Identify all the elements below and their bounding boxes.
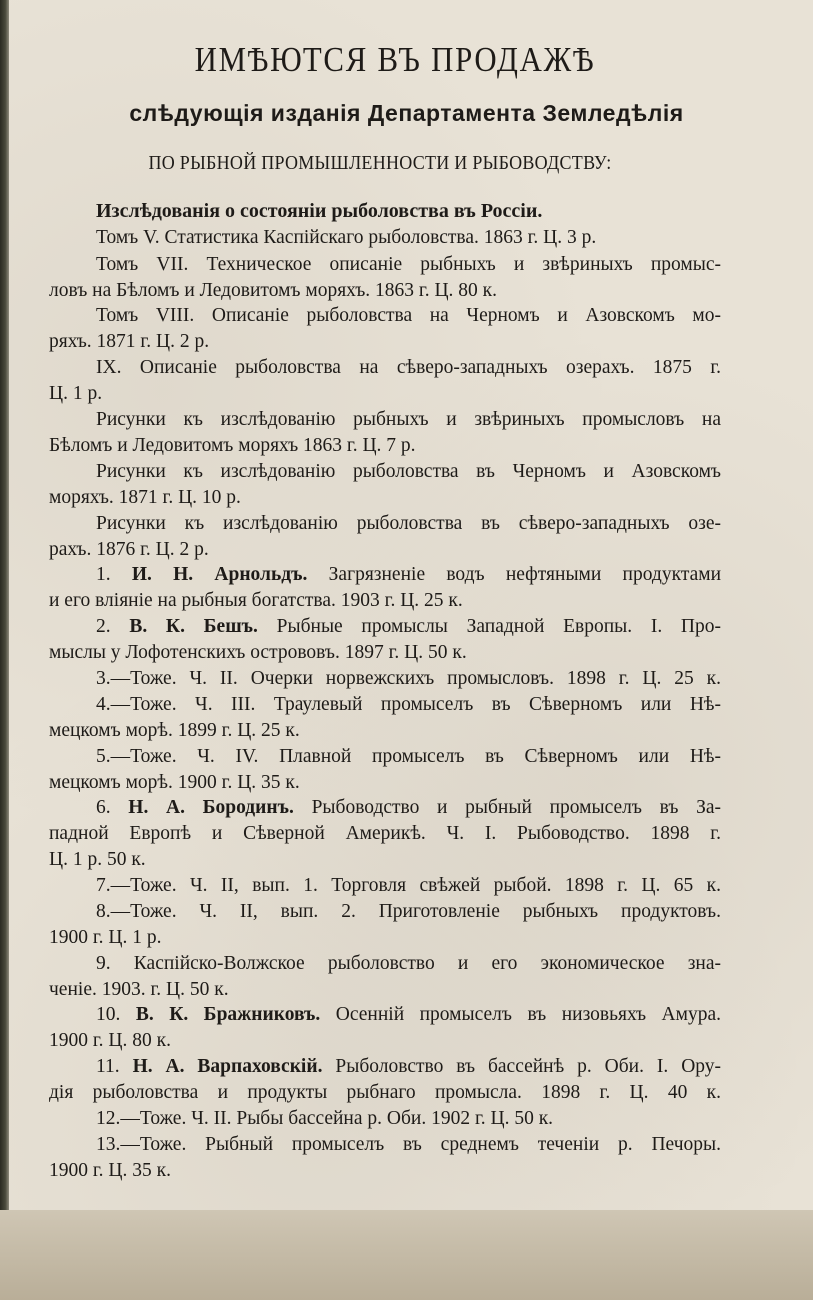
entry-6-line2: падной Европѣ и Сѣверной Америкѣ. Ч. I. Рыбоводство. 1898 г. [49, 823, 721, 844]
entry-ris2-line1: Рисунки къ изслѣдованію рыболовства въ Черномъ и Азовскомъ [96, 461, 721, 482]
entry-text: Рыболовство въ бассейнѣ р. Оби. I. Ору- [335, 1056, 722, 1077]
entry-1-line1 [96, 563, 721, 587]
entry-6-line3: Ц. 1 р. 50 к. [49, 849, 146, 870]
entry-1-line2: и его вліяніе на рыбныя богатства. 1903 г. Ц. 25 к. [49, 590, 463, 611]
entry-2-line1 [96, 615, 721, 639]
entry-10-line1 [96, 1003, 721, 1027]
page-bottom-margin [0, 1210, 813, 1300]
entry-text: Осенній промыселъ въ низовьяхъ Амура. [335, 1004, 721, 1025]
entry-number: 1. [96, 564, 111, 585]
author-name: В. К. Бражниковъ. [135, 1004, 321, 1025]
entry-number: 6. [96, 797, 111, 818]
entry-9-line1: 9. Каспійско-Волжское рыболовство и его экономическое зна- [96, 953, 721, 974]
entry-text: Рыбоводство и рыбный промыселъ въ За- [311, 797, 722, 818]
entry-6-line1 [96, 796, 721, 820]
entry-tom5: Томъ V. Статистика Каспійскаго рыболовства. 1863 г. Ц. 3 р. [96, 227, 597, 248]
entry-ris2-line2: моряхъ. 1871 г. Ц. 10 р. [49, 487, 241, 508]
entry-text: Загрязненіе водъ нефтяными продуктами [328, 564, 722, 585]
entry-13-line2: 1900 г. Ц. 35 к. [49, 1160, 171, 1181]
entry-ris3-line1: Рисунки къ изслѣдованію рыболовства въ сѣверо-западныхъ озе- [96, 513, 721, 534]
entry-ris1-line2: Бѣломъ и Ледовитомъ моряхъ 1863 г. Ц. 7 р. [49, 435, 416, 456]
entry-3: 3.—Тоже. Ч. II. Очерки норвежскихъ промысловъ. 1898 г. Ц. 25 к. [96, 668, 721, 689]
entry-ix-line2: Ц. 1 р. [49, 383, 103, 404]
author-name: В. К. Бешъ. [129, 616, 258, 637]
entry-tom7-line2: ловъ на Бѣломъ и Ледовитомъ моряхъ. 1863 г. Ц. 80 к. [49, 280, 498, 301]
entry-ris3-line2: рахъ. 1876 г. Ц. 2 р. [49, 539, 209, 560]
entry-8-line1: 8.—Тоже. Ч. II, вып. 2. Приготовленіе рыбныхъ продуктовъ. [96, 901, 721, 922]
entry-number: 10. [96, 1004, 121, 1025]
author-name: Н. А. Бородинъ. [128, 797, 294, 818]
entry-13-line1: 13.—Тоже. Рыбный промыселъ въ среднемъ теченіи р. Печоры. [96, 1134, 721, 1155]
topic-heading: ПО РЫБНОЙ ПРОМЫШЛЕННОСТИ И РЫБОВОДСТВУ: [148, 152, 612, 174]
entry-11-line1 [96, 1055, 721, 1079]
entry-ix-line1: IX. Описаніе рыболовства на сѣверо-западныхъ озерахъ. 1875 г. [96, 357, 721, 378]
page-subtitle: слѣдующія изданія Департамента Земледѣлія [129, 100, 684, 126]
entry-10-line2: 1900 г. Ц. 80 к. [49, 1030, 171, 1051]
page-title: ИМѢЮТСЯ ВЪ ПРОДАЖѢ [194, 40, 596, 79]
entry-12: 12.—Тоже. Ч. II. Рыбы бассейна р. Оби. 1902 г. Ц. 50 к. [96, 1108, 554, 1129]
section-heading: Изслѣдованія о состояніи рыболовства въ Россіи. [96, 200, 543, 222]
entry-ris1-line1: Рисунки къ изслѣдованію рыбныхъ и звѣриныхъ промысловъ на [96, 409, 721, 430]
entry-9-line2: ченіе. 1903. г. Ц. 50 к. [49, 979, 229, 1000]
entry-2-line2: мыслы у Лофотенскихъ острововъ. 1897 г. Ц. 50 к. [49, 642, 467, 663]
entry-11-line2: дія рыболовства и продукты рыбнаго промысла. 1898 г. Ц. 40 к. [49, 1082, 721, 1103]
book-spine-edge [0, 0, 9, 1300]
entry-tom7-line1: Томъ VII. Техническое описаніе рыбныхъ и звѣриныхъ промыс- [96, 254, 721, 275]
entry-4-line2: мецкомъ морѣ. 1899 г. Ц. 25 к. [49, 720, 300, 741]
entry-4-line1: 4.—Тоже. Ч. III. Траулевый промыселъ въ Сѣверномъ или Нѣ- [96, 694, 721, 715]
entry-tom8-line1: Томъ VIII. Описаніе рыболовства на Черномъ и Азовскомъ мо- [96, 305, 721, 326]
entry-number: 11. [96, 1056, 120, 1077]
entry-7: 7.—Тоже. Ч. II, вып. 1. Торговля свѣжей рыбой. 1898 г. Ц. 65 к. [96, 875, 721, 896]
entry-5-line1: 5.—Тоже. Ч. IV. Плавной промыселъ въ Сѣверномъ или Нѣ- [96, 746, 721, 767]
entry-tom8-line2: ряхъ. 1871 г. Ц. 2 р. [49, 331, 210, 352]
entry-8-line2: 1900 г. Ц. 1 р. [49, 927, 162, 948]
author-name: И. Н. Арнольдъ. [131, 564, 308, 585]
entry-text: Рыбные промыслы Западной Европы. I. Про- [276, 616, 722, 637]
entry-number: 2. [96, 616, 111, 637]
author-name: Н. А. Варпаховскій. [132, 1056, 323, 1077]
entry-5-line2: мецкомъ морѣ. 1900 г. Ц. 35 к. [49, 772, 300, 793]
